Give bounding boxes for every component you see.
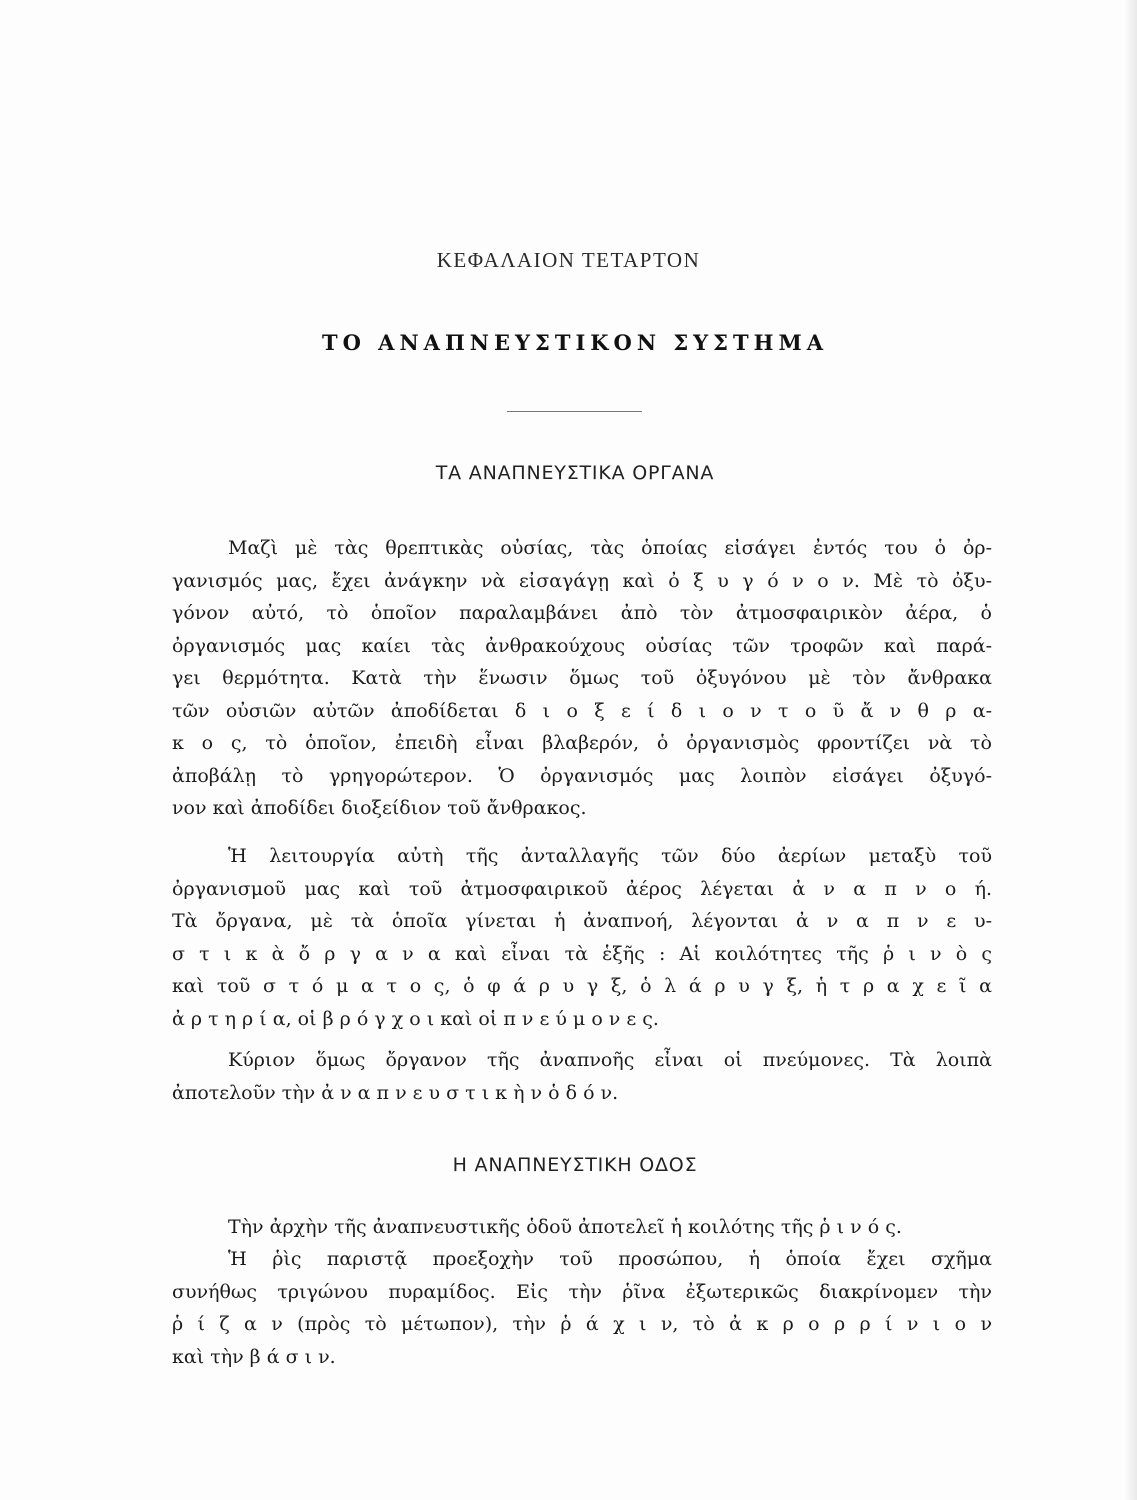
- paragraph-line: καὶ τὴν β ά σ ι ν.: [172, 1345, 336, 1368]
- paragraph-4: [172, 1211, 992, 1244]
- paragraph-line: γανισμός μας, ἔχει ἀνάγκην νὰ εἰσαγάγῃ καὶ ὀ ξ υ γ ό ν ο ν. Μὲ τὸ ὀξυ-: [172, 569, 992, 592]
- paragraph-1: [172, 532, 992, 825]
- paragraph-line: ἀ ρ τ η ρ ί α, οἱ β ρ ό γ χ ο ι καὶ οἱ π ν ε ύ μ ο ν ε ς.: [172, 1007, 659, 1030]
- paragraph-line: γόνον αὐτό, τὸ ὁποῖον παραλαμβάνει ἀπὸ τὸν ἀτμοσφαιρικὸν ἀέρα, ὁ: [172, 602, 992, 624]
- paragraph-line: Μαζὶ μὲ τὰς θρεπτικὰς οὐσίας, τὰς ὁποίας εἰσάγει ἐντός του ὁ ὀρ-: [228, 537, 992, 559]
- paragraph-line: Τὰ ὄργανα, μὲ τὰ ὁποῖα γίνεται ἡ ἀναπνοή, λέγονται ἀ ν α π ν ε υ-: [172, 910, 992, 932]
- paragraph-line: Ἡ ῥὶς παριστᾷ προεξοχὴν τοῦ προσώπου, ἡ ὁποία ἔχει σχῆμα: [228, 1248, 992, 1270]
- paragraph-line: κ ο ς, τὸ ὁποῖον, ἐπειδὴ εἶναι βλαβερόν, ὁ ὀργανισμὸς φροντίζει νὰ τὸ: [172, 732, 992, 754]
- paragraph-2: [172, 840, 992, 1035]
- main-title: ΤΟ ΑΝΑΠΝΕΥΣΤΙΚΟΝ ΣΥΣΤΗΜΑ: [321, 330, 829, 355]
- paragraph-line: σ τ ι κ ὰ ὄ ρ γ α ν α καὶ εἶναι τὰ ἑξῆς : Αἱ κοιλότητες τῆς ῥ ι ν ὸ ς: [172, 942, 992, 965]
- paragraph-line: ἀποτελοῦν τὴν ἀ ν α π ν ε υ σ τ ι κ ὴ ν ὁ δ ό ν.: [172, 1081, 619, 1104]
- section-title-respiratory-organs: ΤΑ ΑΝΑΠΝΕΥΣΤΙΚΑ ΟΡΓΑΝΑ: [435, 462, 715, 484]
- paragraph-line: καὶ τοῦ σ τ ό μ α τ ο ς, ὁ φ ά ρ υ γ ξ, ὁ λ ά ρ υ γ ξ, ἡ τ ρ α χ ε ῖ α: [172, 975, 992, 997]
- paragraph-line: τῶν οὐσιῶν αὐτῶν ἀποδίδεται δ ι ο ξ ε ί δ ι ο ν τ ο ῦ ἄ ν θ ρ α-: [172, 699, 992, 722]
- paragraph-line: ἀποβάλῃ τὸ γρηγορώτερον. Ὁ ὀργανισμός μας λοιπὸν εἰσάγει ὀξυγό-: [172, 764, 992, 787]
- scan-edge-shadow: [1123, 0, 1137, 1500]
- paragraph-line: ῥ ί ζ α ν (πρὸς τὸ μέτωπον), τὴν ῥ ά χ ι ν, τὸ ἀ κ ρ ο ρ ρ ί ν ι ο ν: [172, 1313, 992, 1335]
- paragraph-line: νον καὶ ἀποδίδει διοξείδιον τοῦ ἄνθρακος.: [172, 797, 587, 819]
- paragraph-line: Ἡ λειτουργία αὐτὴ τῆς ἀνταλλαγῆς τῶν δύο ἀερίων μεταξὺ τοῦ: [228, 845, 992, 867]
- paragraph-line: ὀργανισμός μας καίει τὰς ἀνθρακούχους οὐσίας τῶν τροφῶν καὶ παρά-: [172, 634, 992, 657]
- paragraph-line: συνήθως τριγώνου πυραμίδος. Εἰς τὴν ῥῖνα ἐξωτερικῶς διακρίνομεν τὴν: [172, 1280, 992, 1303]
- paragraph-line: γει θερμότητα. Κατὰ τὴν ἕνωσιν ὅμως τοῦ ὀξυγόνου μὲ τὸν ἄνθρακα: [172, 667, 992, 689]
- chapter-label: ΚΕΦΑΛΑΙΟΝ ΤΕΤΑΡΤΟΝ: [436, 248, 701, 272]
- paragraph-line: Τὴν ἀρχὴν τῆς ἀναπνευστικῆς ὁδοῦ ἀποτελεῖ ἡ κοιλότης τῆς ῥ ι ν ό ς.: [228, 1216, 902, 1238]
- paragraph-line: ὀργανισμοῦ μας καὶ τοῦ ἀτμοσφαιρικοῦ ἀέρος λέγεται ἀ ν α π ν ο ή.: [172, 877, 992, 900]
- paragraph-5: [172, 1243, 992, 1373]
- section-title-respiratory-tract: Η ΑΝΑΠΝΕΥΣΤΙΚΗ ΟΔΟΣ: [452, 1154, 698, 1176]
- paragraph-3: [172, 1044, 992, 1109]
- paragraph-line: Κύριον ὅμως ὄργανον τῆς ἀναπνοῆς εἶναι οἱ πνεύμονες. Τὰ λοιπὰ: [228, 1049, 992, 1071]
- title-divider: [507, 411, 642, 412]
